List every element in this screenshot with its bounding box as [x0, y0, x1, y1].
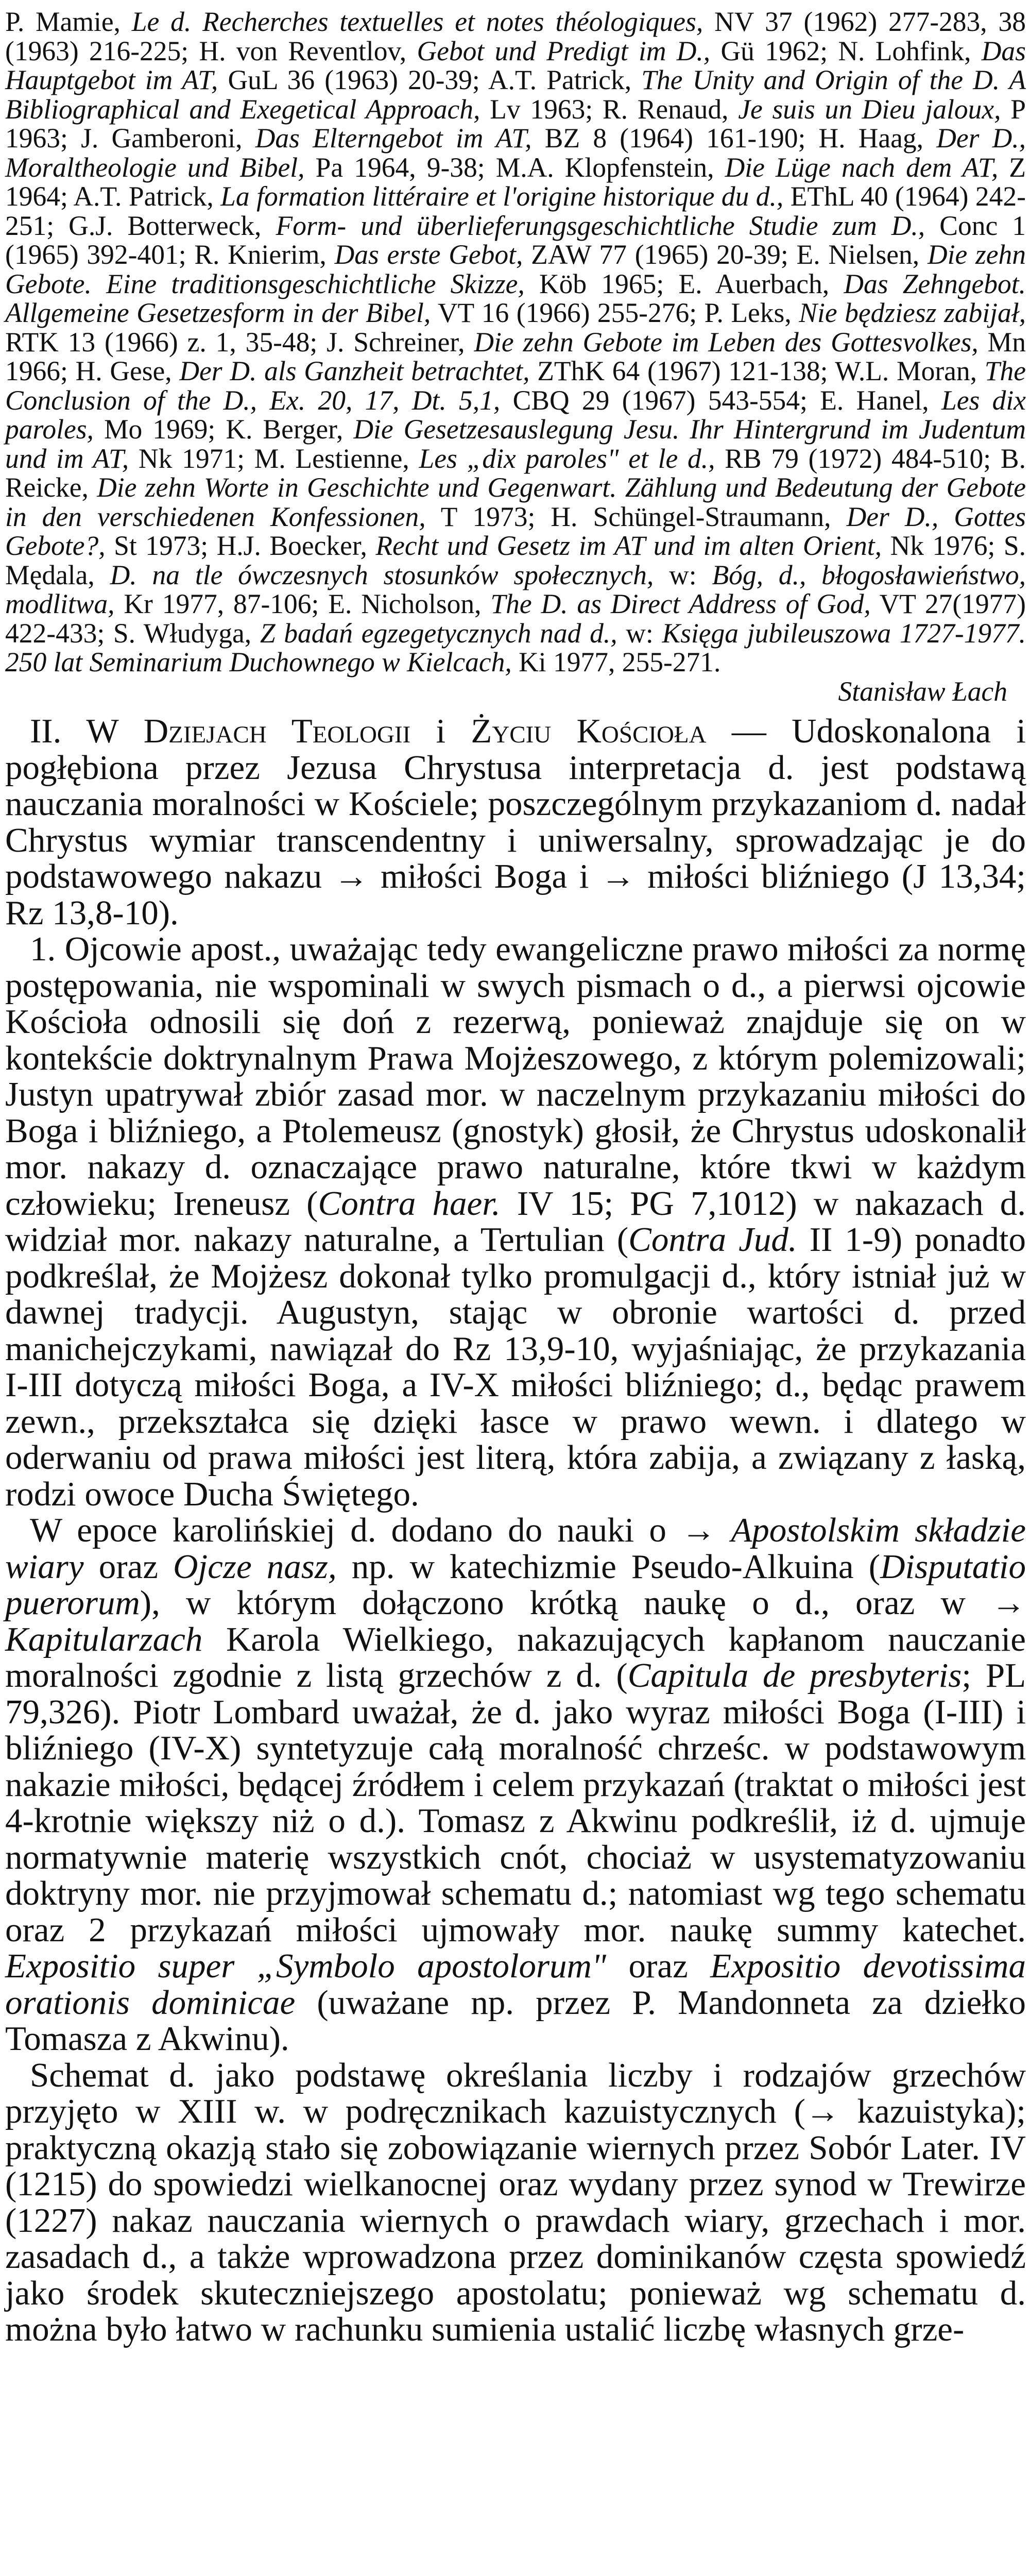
section-heading-paragraph: [5, 713, 1026, 931]
italic-text-run: Das Hauptgebot im AT,: [5, 35, 1026, 95]
italic-text-run: Apostolskim składzie wiary: [5, 1511, 1026, 1586]
text-run: np. w katechizmie Pseudo-Alkuina (: [336, 1547, 881, 1586]
body-paragraph: [5, 1512, 1026, 2057]
text-run: oraz: [83, 1547, 174, 1586]
heading-initial: D: [143, 712, 169, 750]
text-run: Nk 1971; M. Lestienne,: [129, 443, 419, 474]
italic-text-run: The Unity and Origin of the D. A Bibliographical and Exegetical Approach,: [5, 64, 1026, 125]
text-run: Kr 1977, 87-106; E. Nicholson,: [114, 588, 491, 619]
italic-text-run: Contra haer.: [318, 1184, 501, 1223]
heading-word: [471, 712, 551, 750]
italic-text-run: La formation littéraire et l'origine historique du d.,: [220, 181, 784, 212]
text-run: ), w którym dołączono krótką naukę o d., oraz w →: [140, 1584, 1026, 1622]
italic-text-run: Księga jubileuszowa 1727-1977. 250 lat Seminarium Duchownego w Kielcach,: [5, 617, 1026, 677]
text-run: II 1-9) ponadto podkreślał, że Mojżesz dokonał tylko promulgacji d., który istniał już w dawnej tradycji. Augustyn, stając w obronie wartości d. przed manichejczykami, nawiązał do Rz 13,9-10, wyjaśniając, że przykazania I-III dotyczą miłości Boga, a IV-X miłości bliźniego; d., będąc prawem zewn., przekształca się dzięki łasce w prawo wewn. i dlatego w oderwaniu od prawa miłości jest literą, która zabija, a związany z łaską, rodzi owoce Ducha Świętego.: [5, 1221, 1026, 1513]
italic-text-run: The Conclusion of the D., Ex. 20, 17, Dt. 5,1,: [5, 355, 1026, 416]
italic-text-run: Expositio devotissima orationis dominicae: [5, 1947, 1026, 2022]
heading-initial: W: [86, 712, 118, 750]
italic-text-run: Z badań egzegetycznych nad d.,: [260, 617, 617, 649]
heading-small-caps: eologii: [312, 712, 411, 750]
italic-text-run: Capitula de presbyteris: [627, 1656, 962, 1694]
text-run: Mn 1966; H. Gese,: [5, 326, 1026, 386]
italic-text-run: Die Gesetzesauslegung Jesu. Ihr Hintergrund im Judentum und im AT,: [5, 414, 1026, 474]
text-run: St 1973; H.J. Boecker,: [105, 530, 376, 561]
italic-text-run: Gebot und Predigt im D.,: [417, 35, 711, 66]
italic-text-run: Contra Jud.: [628, 1221, 797, 1259]
italic-text-run: Die zehn Worte in Geschichte und Gegenwart. Zählung und Bedeutung der Gebote in den verschiedenen Konfessionen,: [5, 472, 1026, 532]
italic-text-run: Disputatio puerorum: [5, 1547, 1026, 1622]
heading-initial: K: [576, 712, 602, 750]
italic-text-run: Les „dix paroles" et le d.,: [419, 443, 715, 474]
text-run: Gü 1962; N. Lohfink,: [710, 35, 982, 66]
text-run: T 1973; H. Schüngel-Straumann,: [425, 501, 847, 532]
bibliography-block: [5, 7, 1026, 677]
text-run: P. Mamie,: [5, 6, 132, 37]
text-run: ; PL 79,326). Piotr Lombard uważał, że d. jako wyraz miłości Boga (I-III) i bliźniego (IV-X) syntetyzuje całą moralność chrześc. w podstawowym nakazie miłości, będącej źródłem i celem przykazań (traktat o miłości jest 4-krotnie większy niż o d.). Tomasz z Akwinu podkreślił, iż d. ujmuje normatywnie materię wszystkich cnót, chociaż w usystematyzowaniu doktryny mor. nie przyjmował schematu d.; natomiast wg tego schematu oraz 2 przykazań miłości ujmowały mor. naukę summy katechet.: [5, 1656, 1026, 1949]
italic-text-run: Recht und Gesetz im AT und im alten Orient,: [375, 530, 882, 561]
text-run: Mo 1969; K. Berger,: [93, 414, 354, 445]
italic-text-run: Die zehn Gebote im Leben des Gottesvolkes,: [474, 326, 978, 358]
text-run: Pa 1964, 9-38; M.A. Klopfenstein,: [304, 151, 725, 183]
text-run: ZThK 64 (1967) 121-138; W.L. Moran,: [529, 355, 985, 386]
italic-text-run: Die zehn Gebote. Eine traditionsgeschichtliche Skizze,: [5, 239, 1026, 299]
text-run: RTK 13 (1966) z. 1, 35-48; J. Schreiner,: [5, 326, 474, 358]
section-intro: — Udoskonalona i pogłębiona przez Jezusa Chrystusa interpretacja d. jest podstawą nauczania moralności w Kościele; poszczególnym przykazaniom d. nadał Chrystus wymiar transcendentny i uniwersalny, sprowadzając je do podstawowego nakazu → miłości Boga i → miłości bliźniego (J 13,34; Rz 13,8-10).: [5, 712, 1026, 932]
italic-text-run: Form- und überlieferungsgeschichtliche Studie zum D.,: [276, 210, 925, 241]
heading-word: [291, 712, 411, 750]
text-run: w:: [654, 559, 712, 590]
section-heading: [86, 712, 706, 750]
heading-initial: Ż: [471, 712, 492, 750]
italic-text-run: Der D. als Ganzheit betrachtet,: [179, 355, 530, 386]
heading-small-caps: ziejach: [168, 712, 267, 750]
text-run: 1. Ojcowie apost., uważając tedy ewangeliczne prawo miłości za normę postępowania, nie wspominali w swych pismach o d., a pierwsi ojcowie Kościoła odnosili się doń z rezerwą, ponieważ znajduje się on w kontekście doktrynalnym Prawa Mojżeszowego, z którym polemizowali; Justyn upatrywał zbiór zasad mor. w naczelnym przykazaniu miłości do Boga i bliźniego, a Ptolemeusz (gnostyk) głosił, że Chrystus udoskonalił mor. nakazy d. oznaczające prawo naturalne, które tkwi w każdym człowieku; Ireneusz (: [5, 930, 1026, 1223]
body-paragraph: [5, 931, 1026, 1512]
italic-text-run: Kapitularzach: [5, 1620, 203, 1658]
heading-small-caps: ościoła: [601, 712, 707, 750]
text-run: Köb 1965; E. Auerbach,: [524, 268, 844, 299]
text-run: VT 27(1977) 422-433; S. Włudyga,: [5, 588, 1026, 649]
heading-word: [86, 712, 118, 750]
text-run: Schemat d. jako podstawę określania liczby i rodzajów grzechów przyjęto w XIII w. w podręcznikach kazuistycznych (→ kazuistyka); praktyczną okazją stało się zobowiązanie wiernych przez Sobór Later. IV (1215) do spowiedzi wielkanocnej oraz wydany przez synod w Trewirze (1227) nakaz nauczania wiernych o prawdach wiary, grzechach i mor. zasadach d., a także wprowadzona przez dominikanów częsta spowiedź jako środek skuteczniejszego apostolatu; ponieważ wg schematu d. można było łatwo w rachunku sumienia ustalić liczbę własnych grze-: [5, 2056, 1026, 2348]
italic-text-run: Der D., Gottes Gebote?,: [5, 501, 1026, 561]
italic-text-run: Expositio super „Symbolo apostolorum": [5, 1947, 607, 1985]
heading-word: [144, 712, 267, 750]
italic-text-run: Die Lüge nach dem AT,: [725, 151, 999, 183]
section-number: II.: [30, 712, 62, 750]
italic-text-run: D. na tle ówczesnych stosunków społecznych,: [110, 559, 654, 590]
body-paragraph: [5, 2057, 1026, 2348]
section-body: [5, 713, 1026, 2348]
text-run: RB 79 (1972) 484-510; B. Reicke,: [5, 443, 1026, 503]
italic-text-run: Le d. Recherches textuelles et notes théologiques,: [131, 6, 703, 37]
heading-small-caps: yciu: [492, 712, 552, 750]
text-run: VT 16 (1966) 255-276; P. Leks,: [431, 297, 799, 328]
italic-text-run: The D. as Direct Address of God,: [490, 588, 871, 619]
text-run: oraz: [606, 1947, 711, 1985]
text-run: ZAW 77 (1965) 20-39; E. Nielsen,: [523, 239, 928, 270]
italic-text-run: Das Zehngebot. Allgemeine Gesetzesform in der Bibel,: [5, 268, 1026, 328]
entry-author-signature: Stanisław Łach: [838, 675, 1007, 707]
italic-text-run: Nie będziesz zabijał,: [799, 297, 1026, 328]
text-run: GuL 36 (1963) 20-39; A.T. Patrick,: [218, 64, 642, 95]
text-run: Karola Wielkiego, nakazujących kapłanom nauczanie moralności zgodnie z listą grzechów z d. (: [5, 1620, 1026, 1694]
italic-text-run: Les dix paroles,: [5, 384, 1026, 445]
italic-text-run: Das Elterngebot im AT,: [255, 123, 532, 154]
text-run: BZ 8 (1964) 161-190; H. Haag,: [531, 123, 937, 154]
heading-word: [577, 712, 707, 750]
text-run: IV 15; PG 7,1012) w nakazach d. widział mor. nakazy naturalne, a Tertulian (: [5, 1184, 1026, 1259]
text-run: Ki 1977, 255-271.: [511, 647, 721, 677]
italic-text-run: Ojcze nasz,: [173, 1547, 337, 1586]
italic-text-run: Der D., Moraltheologie und Bibel,: [5, 123, 1026, 183]
text-run: W epoce karolińskiej d. dodano do nauki o →: [30, 1511, 731, 1549]
text-run: P 1963; J. Gamberoni,: [5, 93, 1026, 154]
text-run: (uważane np. przez P. Mandonneta za dziełko Tomasza z Akwinu).: [5, 1983, 1026, 2058]
italic-text-run: Je suis un Dieu jaloux,: [738, 93, 1001, 125]
text-run: w:: [617, 617, 662, 649]
text-run: EThL 40 (1964) 242-251; G.J. Botterweck,: [5, 181, 1026, 241]
text-run: Z 1964; A.T. Patrick,: [5, 151, 1026, 212]
italic-text-run: Das erste Gebot,: [334, 239, 523, 270]
heading-initial: T: [291, 712, 313, 750]
text-run: Conc 1 (1965) 392-401; R. Knierim,: [5, 210, 1026, 270]
italic-text-run: Bóg, d., błogosławieństwo, modlitwa,: [5, 559, 1026, 619]
text-run: Lv 1963; R. Renaud,: [480, 93, 739, 125]
heading-initial: i: [436, 712, 446, 750]
text-run: CBQ 29 (1967) 543-554; E. Hanel,: [500, 384, 941, 416]
text-run: NV 37 (1962) 277-283, 38 (1963) 216-225; H. von Reventlov,: [5, 6, 1026, 66]
body-paragraphs: [5, 931, 1026, 2348]
text-run: Nk 1976; S. Mędala,: [5, 530, 1026, 590]
heading-word: [436, 712, 446, 750]
